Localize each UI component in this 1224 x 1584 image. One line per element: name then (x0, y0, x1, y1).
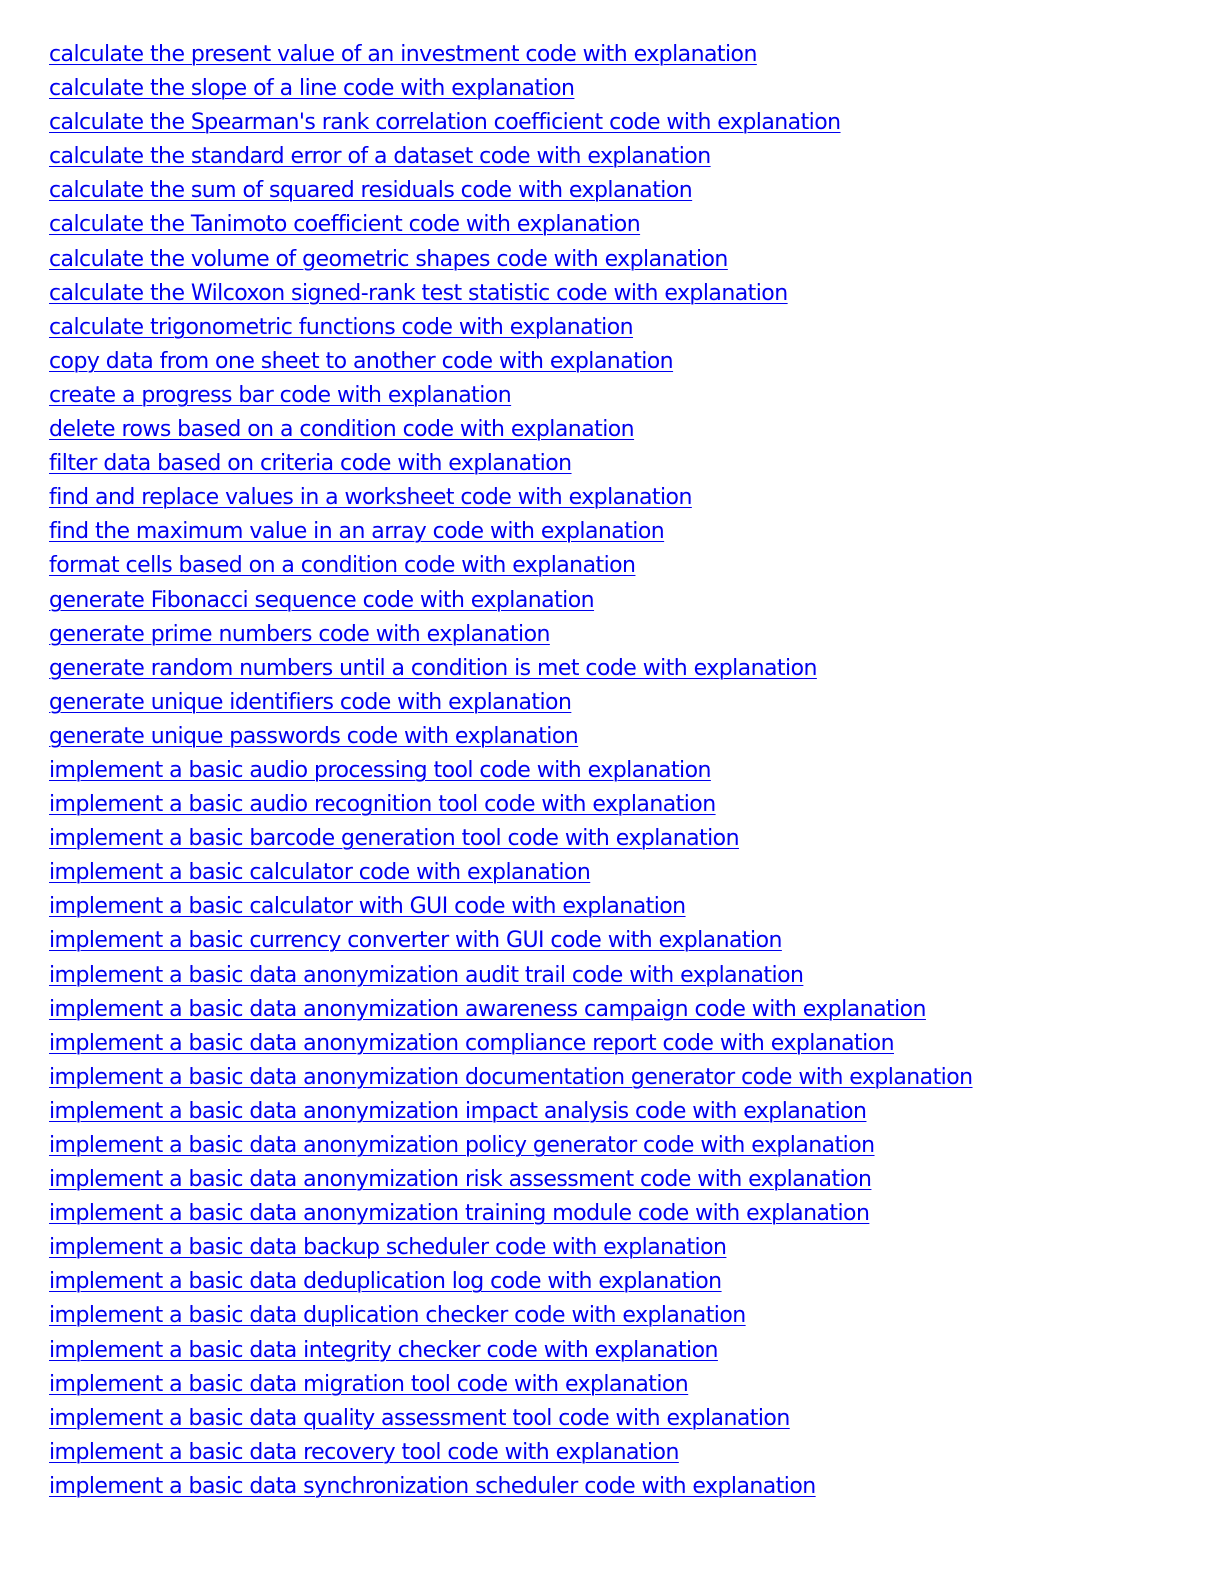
link-item[interactable]: filter data based on criteria code with explanation (49, 451, 572, 477)
list-item (49, 72, 1189, 106)
list-item (49, 447, 1189, 481)
list-item (49, 549, 1189, 583)
link-item[interactable]: implement a basic data recovery tool code with explanation (49, 1439, 679, 1465)
list-item (49, 993, 1189, 1027)
link-item[interactable]: implement a basic data anonymization risk assessment code with explanation (49, 1167, 872, 1193)
link-item[interactable]: implement a basic data anonymization policy generator code with explanation (49, 1133, 875, 1158)
link-item[interactable]: implement a basic barcode generation tool code with explanation (49, 826, 739, 852)
list-item (49, 311, 1189, 345)
link-item[interactable]: generate Fibonacci sequence code with explanation (49, 587, 595, 613)
list-item (49, 788, 1189, 822)
link-item[interactable]: format cells based on a condition code with explanation (49, 553, 636, 579)
list-item (49, 822, 1189, 856)
link-item[interactable]: implement a basic calculator code with explanation (49, 860, 591, 886)
list-item (49, 1027, 1189, 1061)
list-item (49, 1436, 1189, 1470)
list-item (49, 1265, 1189, 1299)
list-item (49, 1334, 1189, 1368)
link-item[interactable]: implement a basic data anonymization compliance report code with explanation (49, 1030, 894, 1056)
link-item[interactable]: generate unique identifiers code with explanation (49, 689, 572, 715)
link-item[interactable]: find the maximum value in an array code with explanation (49, 519, 665, 545)
link-item[interactable]: find and replace values in a worksheet code with explanation (49, 485, 692, 511)
link-item[interactable]: implement a basic audio recognition tool code with explanation (49, 792, 716, 818)
link-item[interactable]: implement a basic currency converter with GUI code with explanation (49, 928, 782, 954)
list-item (49, 1470, 1189, 1504)
link-item[interactable]: calculate the slope of a line code with explanation (49, 76, 575, 102)
list-item (49, 1129, 1189, 1163)
link-item[interactable]: copy data from one sheet to another code with explanation (49, 348, 674, 374)
link-item[interactable]: delete rows based on a condition code with explanation (49, 417, 635, 443)
list-item (49, 959, 1189, 993)
list-item (49, 1299, 1189, 1333)
link-item[interactable]: implement a basic data anonymization documentation generator code with explanation (49, 1064, 973, 1090)
link-item[interactable]: implement a basic data synchronization scheduler code with explanation (49, 1473, 816, 1499)
link-item[interactable]: generate unique passwords code with explanation (49, 723, 579, 749)
link-item[interactable]: calculate the Wilcoxon signed-rank test statistic code with explanation (49, 280, 788, 306)
link-item[interactable]: implement a basic data backup scheduler code with explanation (49, 1235, 727, 1261)
link-item[interactable]: implement a basic data migration tool code with explanation (49, 1371, 689, 1397)
link-item[interactable]: generate prime numbers code with explanation (49, 621, 550, 647)
list-item (49, 481, 1189, 515)
link-item[interactable]: implement a basic data anonymization audit trail code with explanation (49, 962, 804, 988)
list-item (49, 1231, 1189, 1265)
link-item[interactable]: calculate the Tanimoto coefficient code with explanation (49, 212, 641, 238)
list-item (49, 652, 1189, 686)
link-list (49, 38, 1189, 1504)
list-item (49, 243, 1189, 277)
list-item (49, 140, 1189, 174)
list-item (49, 1368, 1189, 1402)
list-item (49, 38, 1189, 72)
link-item[interactable]: implement a basic audio processing tool code with explanation (49, 757, 711, 783)
link-item[interactable]: implement a basic data anonymization awareness campaign code with explanation (49, 996, 926, 1022)
link-item[interactable]: implement a basic data duplication checker code with explanation (49, 1303, 746, 1329)
link-item[interactable]: implement a basic calculator with GUI code with explanation (49, 894, 686, 920)
list-item (49, 890, 1189, 924)
list-item (49, 515, 1189, 549)
list-item (49, 174, 1189, 208)
link-item[interactable]: implement a basic data anonymization training module code with explanation (49, 1201, 870, 1227)
list-item (49, 720, 1189, 754)
list-item (49, 1402, 1189, 1436)
list-item (49, 277, 1189, 311)
link-item[interactable]: implement a basic data integrity checker code with explanation (49, 1337, 718, 1363)
link-item[interactable]: calculate the standard error of a dataset code with explanation (49, 144, 711, 170)
list-item (49, 1163, 1189, 1197)
link-item[interactable]: implement a basic data quality assessment tool code with explanation (49, 1405, 790, 1431)
link-item[interactable]: implement a basic data anonymization impact analysis code with explanation (49, 1098, 867, 1124)
list-item (49, 413, 1189, 447)
list-item (49, 208, 1189, 242)
list-item (49, 106, 1189, 140)
link-item[interactable]: calculate the present value of an investment code with explanation (49, 42, 757, 67)
list-item (49, 584, 1189, 618)
list-item (49, 754, 1189, 788)
link-item[interactable]: implement a basic data deduplication log code with explanation (49, 1269, 722, 1295)
list-item (49, 1061, 1189, 1095)
list-item (49, 1095, 1189, 1129)
link-item[interactable]: calculate trigonometric functions code with explanation (49, 314, 634, 340)
list-item (49, 924, 1189, 958)
list-item (49, 686, 1189, 720)
list-item (49, 379, 1189, 413)
link-item[interactable]: create a progress bar code with explanation (49, 382, 512, 408)
list-item (49, 1197, 1189, 1231)
link-item[interactable]: calculate the volume of geometric shapes code with explanation (49, 246, 728, 272)
list-item (49, 856, 1189, 890)
link-item[interactable]: calculate the sum of squared residuals code with explanation (49, 178, 693, 204)
link-item[interactable]: calculate the Spearman's rank correlation coefficient code with explanation (49, 110, 841, 136)
link-item[interactable]: generate random numbers until a condition is met code with explanation (49, 655, 817, 681)
list-item (49, 345, 1189, 379)
list-item (49, 618, 1189, 652)
